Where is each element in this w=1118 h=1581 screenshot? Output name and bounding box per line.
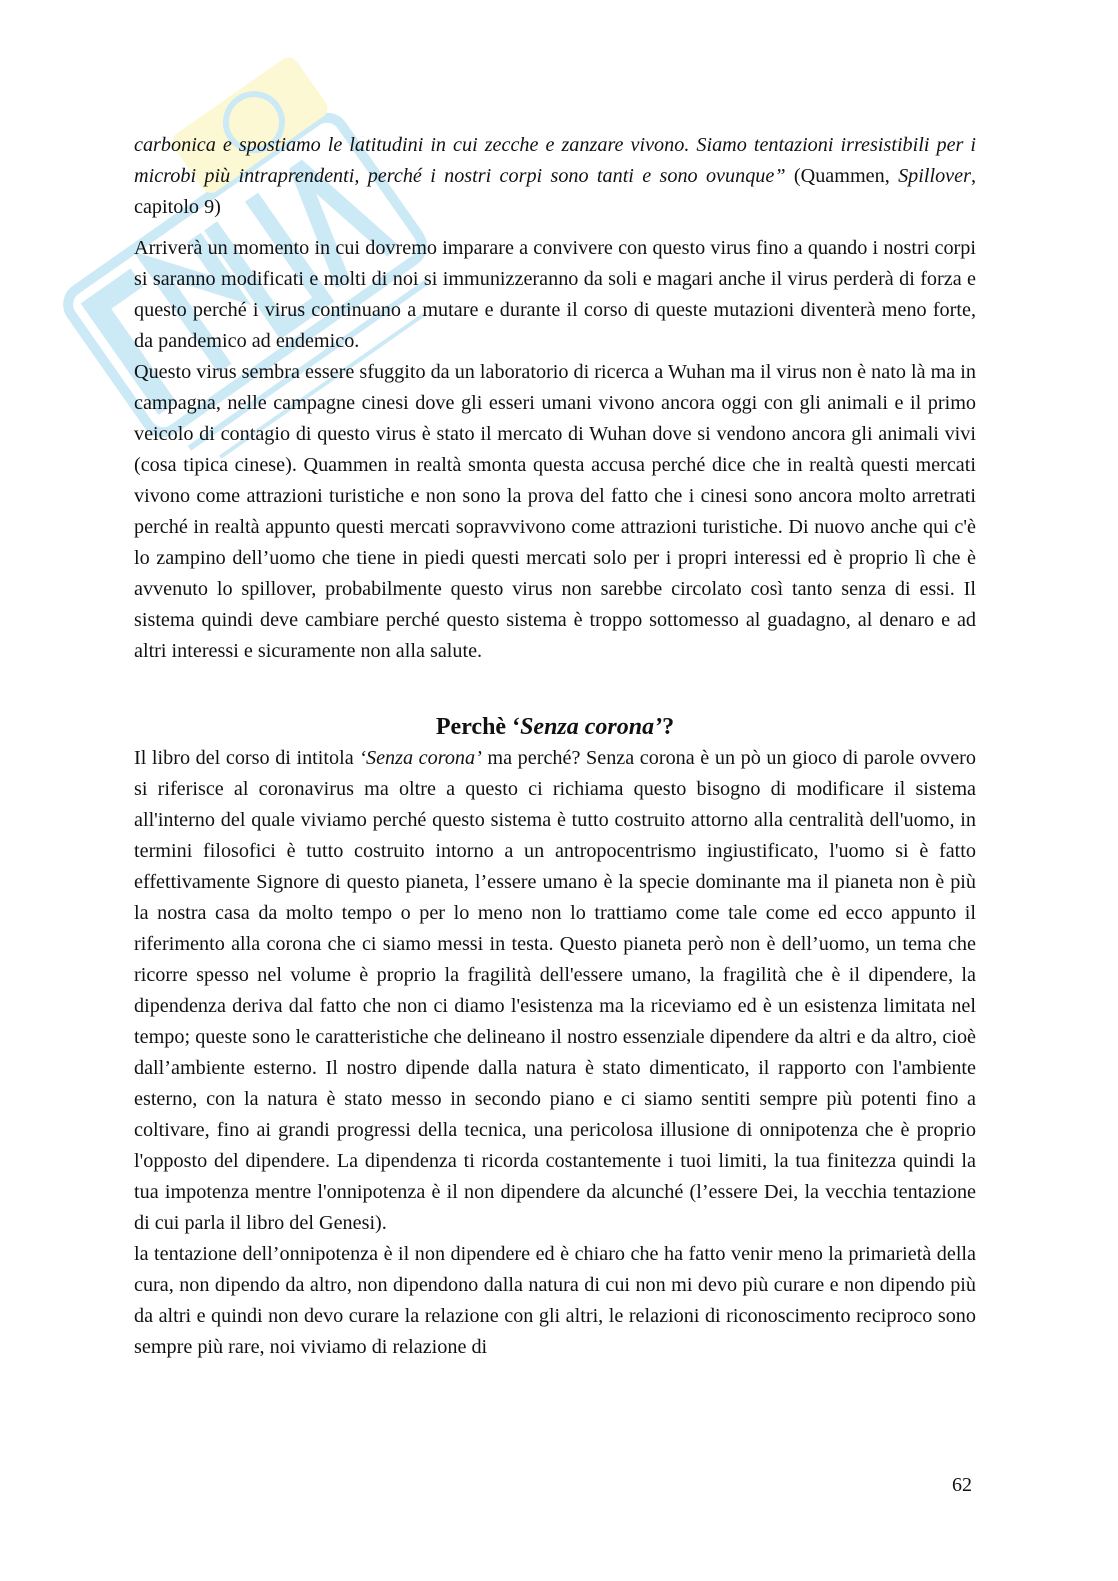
page-number: 62 [952,1474,972,1496]
quote-paragraph [134,130,976,223]
quote-citation-open: (Quammen, [793,165,899,187]
quote-italic-text: carbonica e spostiamo le latitudini in cui zecche e zanzare vivono. Siamo tentazioni irresistibili per i microbi più intraprendenti, perché i nostri corpi sono tanti e sono ovunque” [134,134,976,187]
quote-citation-book: Spillover [898,165,971,187]
section-heading [134,711,976,743]
heading-prefix: Perchè ‘ [435,714,521,740]
page-content [134,130,976,1363]
section-paragraph-rest: ma perché? Senza corona è un pò un gioco di parole ovvero si riferisce al coronavirus ma oltre a questo ci richiama questo bisogno di modificare il sistema all'interno del quale viviamo perché questo sistema è tutto costruito attorno alla centralità dell'uomo, in termini filosofici è tutto costruito intorno a un antropocentrismo ingiustificato, l'uomo si è fatto effettivamente Signore di questo pianeta, l’essere umano è la specie dominante ma il pianeta non è più la nostra casa da molto tempo o per lo meno non lo trattiamo come tale come ed ecco appunto il riferimento alla corona che ci siamo messi in testa. Questo pianeta però non è dell’uomo, un tema che ricorre spesso nel volume è proprio la fragilità dell'essere umano, la fragilità che è il dipendere, la dipendenza deriva dal fatto che non ci diamo l'esistenza ma la riceviamo ed è un esistenza limitata nel tempo; queste sono le caratteristiche che delineano il nostro essenziale dipendere da altri e da altro, cioè dall’ambiente esterno. Il nostro dipende dalla natura è stato dimenticato, il rapporto con l'ambiente esterno, con la natura è stato messo in secondo piano e ci siamo sentiti sempre più potenti fino a coltivare, fino ai grandi progressi della tecnica, una pericolosa illusione di onnipotenza che è proprio l'opposto del dipendere. La dipendenza ti ricorda costantemente i tuoi limiti, la tua finitezza quindi la tua impotenza mentre l'onnipotenza è il non dipendere da alcunché (l’essere Dei, la vecchia tentazione di cui parla il libro del Genesi). [134,747,976,1234]
heading-italic: Senza corona’ [520,714,663,740]
body-paragraph-1: Arriverà un momento in cui dovremo imparare a convivere con questo virus fino a quando i nostri corpi si saranno modificati e molti di noi si immunizzeranno da soli e magari anche il virus perderà di forza e questo perché i virus continuano a mutare e durante il corso di queste mutazioni diventerà meno forte, da pandemico ad endemico. [134,237,976,352]
quote-citation-close: , capitolo 9) [134,165,976,218]
section-paragraph-title: ‘Senza corona’ [359,747,482,769]
body-paragraph-2: Questo virus sembra essere sfuggito da un laboratorio di ricerca a Wuhan ma il virus non è nato là ma in campagna, nelle campagne cinesi dove gli esseri umani vivono ancora oggi con gli animali e il primo veicolo di contagio di questo virus è stato il mercato di Wuhan dove si vendono ancora gli animali vivi (cosa tipica cinese). Quammen in realtà smonta questa accusa perché dice che in realtà questi mercati vivono come attrazioni turistiche e non sono la prova del fatto che i cinesi sono ancora molto arretrati perché in realtà appunto questi mercati sopravvivono come attrazioni turistiche. Di nuovo anche qui c'è lo zampino dell’uomo che tiene in piedi questi mercati solo per i propri interessi ed è proprio lì che è avvenuto lo spillover, probabilmente questo virus non sarebbe circolato così tanto senza di essi. Il sistema quindi deve cambiare perché questo sistema è troppo sottomesso al guadagno, al denaro e ad altri interessi e sicuramente non alla salute. [134,361,976,662]
heading-suffix: ? [662,714,675,740]
section-paragraph-start: Il libro del corso di intitola [134,747,360,769]
final-paragraph: la tentazione dell’onnipotenza è il non dipendere ed è chiaro che ha fatto venir meno la primarietà della cura, non dipendo da altro, non dipendono dalla natura di cui non mi devo più curare e non dipendo più da altri e quindi non devo curare la relazione con gli altri, le relazioni di riconoscimento reciproco sono sempre più rare, noi viviamo di relazione di [134,1243,976,1358]
section-paragraph [134,743,976,1239]
